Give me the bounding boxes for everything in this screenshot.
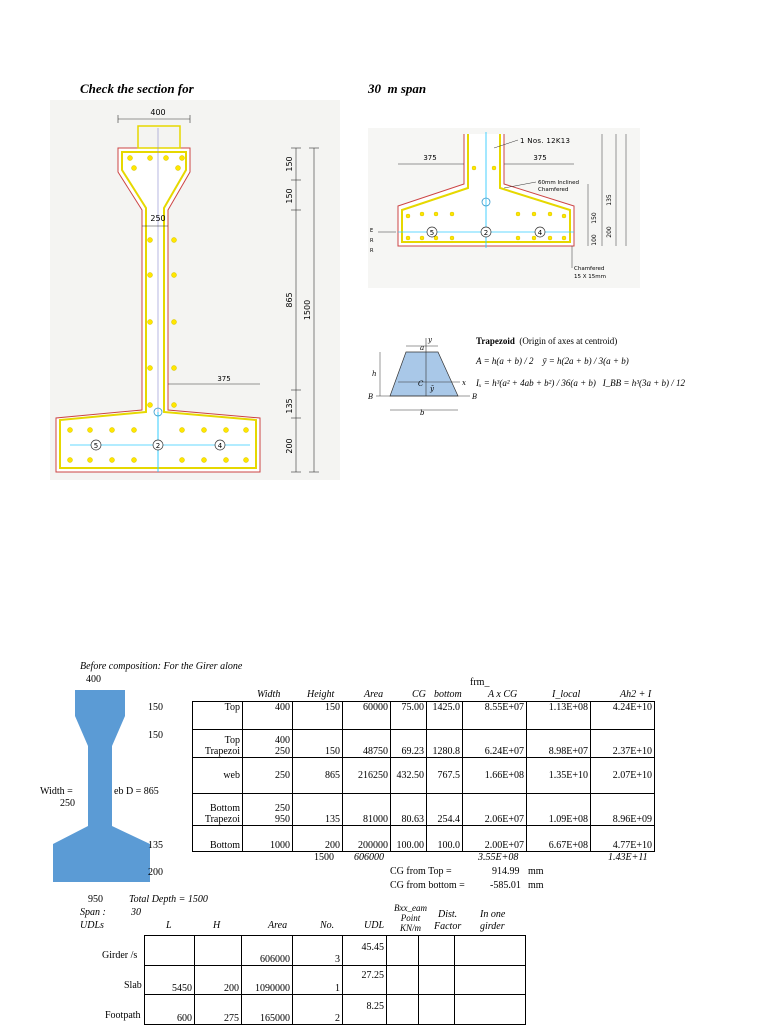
udl-cell-l: [145, 936, 195, 966]
dim-web-width: 250: [150, 214, 166, 223]
udl-cell-no: 3: [293, 936, 343, 966]
cell-area: 60000: [343, 702, 391, 730]
cell-bottom: 1425.0: [427, 702, 463, 730]
cell-axcg: 2.06E+07: [463, 794, 527, 826]
udl-cell-udl: 27.25: [343, 966, 387, 995]
cell-width: 250: [243, 758, 293, 794]
udl-cell-one: [455, 966, 526, 995]
total-area: 606000: [354, 852, 384, 863]
cell-area: 200000: [343, 826, 391, 852]
comp-dim-135: 135: [148, 840, 163, 851]
udl-row-girder: Girder /s: [102, 950, 138, 961]
hdr-bottom: bottom: [434, 689, 462, 700]
hdr-cg: CG: [412, 689, 426, 700]
cell-axcg: 8.55E+07: [463, 702, 527, 730]
dim-v-150b: 150: [285, 188, 294, 204]
cell-height: 865: [293, 758, 343, 794]
row-name-1: Bottom: [209, 803, 240, 814]
cg-bottom-value: -585.01: [490, 880, 521, 891]
cell-area: 81000: [343, 794, 391, 826]
cell-width-1: 400: [275, 735, 290, 746]
bottom-width: 950: [88, 894, 103, 905]
width-value: 250: [60, 798, 75, 809]
note-incline-2: Chamfered: [538, 187, 569, 193]
detail-bar-4: 4: [537, 229, 543, 237]
row-name: web: [193, 758, 243, 794]
dim-v-865: 865: [285, 292, 294, 308]
dim-top-width: 400: [150, 108, 166, 117]
cell-width-2: 950: [275, 814, 290, 825]
note-strand: 1 Nos. 12K13: [520, 137, 571, 145]
trap-label-c: C: [418, 380, 424, 388]
hdr-ilocal: I_local: [552, 689, 581, 700]
row-name-2: Trapezoi: [204, 746, 240, 757]
span-value-udl: 30: [131, 907, 141, 918]
dim-v-1500: 1500: [303, 299, 312, 321]
udl-hdr-l: L: [166, 920, 172, 931]
trap-label-b-left: B: [368, 393, 374, 401]
udl-hdr-no: No.: [320, 920, 335, 931]
cell-axcg: 2.00E+07: [463, 826, 527, 852]
cell-height: 150: [293, 730, 343, 758]
dim-v-200: 200: [285, 438, 294, 454]
cell-axcg: 1.66E+08: [463, 758, 527, 794]
cell-ah2: 4.24E+10: [591, 702, 655, 730]
udl-cell-h: 200: [195, 966, 242, 995]
cg-bottom-unit: mm: [528, 880, 544, 891]
udl-hdr-h: H: [213, 920, 221, 931]
formula-ybar: ȳ = h(2a + b) / 3(a + b): [542, 356, 629, 366]
udl-cell-h: [195, 936, 242, 966]
trap-label-y: y: [428, 336, 432, 344]
cell-bottom: 767.5: [427, 758, 463, 794]
udl-cell-area: 165000: [242, 995, 293, 1025]
udl-cell-no: 2: [293, 995, 343, 1025]
width-label: Width =: [40, 786, 73, 797]
cell-ilocal: 6.67E+08: [527, 826, 591, 852]
cell-width: 400: [243, 702, 293, 730]
total-depth: Total Depth = 1500: [129, 894, 208, 905]
udl-row-footpath: Footpath: [105, 1010, 141, 1021]
trapezoid-subtitle: (Origin of axes at centroid): [519, 336, 618, 346]
comp-dim-200: 200: [148, 867, 163, 878]
udl-title: UDLs: [80, 920, 104, 931]
detail-v135: 135: [606, 194, 613, 206]
flange-detail-svg: [368, 128, 640, 288]
cg-top-label: CG from Top =: [390, 866, 452, 877]
formula-ix: Iₓ = h³(a² + 4ab + b²) / 36(a + b): [476, 378, 596, 388]
udl-cell-dist: [419, 995, 455, 1025]
cell-bottom: 1280.8: [427, 730, 463, 758]
hdr-axcg: A x CG: [488, 689, 518, 700]
cell-area: 216250: [343, 758, 391, 794]
cell-height: 150: [293, 702, 343, 730]
udl-cell-point: [387, 936, 419, 966]
hdr-area: Area: [364, 689, 384, 700]
span-unit: m span: [387, 81, 427, 96]
cell-width-1: 250: [275, 803, 290, 814]
udl-hdr-point-label: Point: [400, 913, 421, 923]
udl-cell-area: 1090000: [242, 966, 293, 995]
row-name: Top: [193, 702, 243, 730]
cell-width: [243, 794, 293, 826]
cell-ah2: 2.07E+10: [591, 758, 655, 794]
cg-top-value: 914.99: [492, 866, 520, 877]
cg-top-unit: mm: [528, 866, 544, 877]
span-label: Span :: [80, 907, 106, 918]
cell-ah2: 2.37E+10: [591, 730, 655, 758]
hdr-width: Width: [257, 689, 281, 700]
total-ah2: 1.43E+11: [608, 852, 648, 863]
dim-flange-half: 375: [217, 375, 231, 383]
cell-ilocal: 1.35E+10: [527, 758, 591, 794]
cell-axcg: 6.24E+07: [463, 730, 527, 758]
trap-label-ybar: ȳ: [430, 385, 434, 393]
girder-blue-shape: [50, 686, 150, 884]
comp-top-width: 400: [86, 674, 101, 685]
bar-label-5: 5: [93, 442, 99, 450]
udl-cell-l: 600: [145, 995, 195, 1025]
frm-label: frm_: [470, 677, 490, 688]
table-row: [145, 966, 526, 995]
udl-table: [144, 935, 526, 1025]
cell-cg: 100.00: [391, 826, 427, 852]
udl-hdr-dist-1: Dist.: [438, 909, 458, 920]
cell-ah2: 4.77E+10: [591, 826, 655, 852]
table-row: [145, 936, 526, 966]
cell-height: 135: [293, 794, 343, 826]
udl-cell-one: [455, 995, 526, 1025]
hdr-ah2: Ah2 + I: [620, 689, 652, 700]
cell-ilocal: 1.09E+08: [527, 794, 591, 826]
side-letter-2: R: [370, 238, 374, 244]
cell-area: 48750: [343, 730, 391, 758]
note-chamfer-2: 15 X 15mm: [574, 274, 606, 280]
table-row: [193, 758, 655, 794]
composition-title: Before composition: For the Girer alone: [80, 661, 243, 672]
trapezoid-svg: [368, 336, 480, 416]
table-row: [145, 995, 526, 1025]
cell-cg: 80.63: [391, 794, 427, 826]
note-chamfer: Chamfered: [574, 266, 605, 272]
formula-ibb: I_BB = h³(3a + b) / 12: [602, 378, 686, 388]
trap-label-x: x: [462, 379, 466, 387]
row-name-2: Trapezoi: [204, 814, 240, 825]
girder-section-drawing: [50, 100, 340, 480]
udl-cell-dist: [419, 936, 455, 966]
comp-dim-150a: 150: [148, 702, 163, 713]
cell-cg: 69.23: [391, 730, 427, 758]
detail-dim-left: 375: [423, 154, 437, 162]
trap-label-b-right: B: [472, 393, 478, 401]
section-table: [192, 701, 655, 852]
detail-v200: 200: [606, 226, 613, 238]
cg-bottom-label: CG from bottom =: [390, 880, 465, 891]
udl-cell-dist: [419, 966, 455, 995]
total-axcg: 3.55E+08: [478, 852, 519, 863]
detail-dim-right: 375: [533, 154, 547, 162]
row-name: Bottom: [193, 826, 243, 852]
table-row: [193, 826, 655, 852]
trapezoid-sketch: [368, 336, 480, 416]
cell-cg: 432.50: [391, 758, 427, 794]
udl-hdr-one-2: girder: [480, 921, 505, 932]
dim-v-150a: 150: [285, 156, 294, 172]
bar-label-4: 4: [217, 442, 223, 450]
udl-cell-point: [387, 995, 419, 1025]
udl-hdr-one: [480, 909, 505, 933]
udl-hdr-dist: [434, 909, 461, 933]
udl-cell-udl: 8.25: [343, 995, 387, 1025]
bar-label-2: 2: [155, 442, 161, 450]
udl-cell-l: 5450: [145, 966, 195, 995]
udl-cell-point: [387, 966, 419, 995]
side-letter-3: R: [370, 248, 374, 254]
udl-cell-one: [455, 936, 526, 966]
cell-bottom: 100.0: [427, 826, 463, 852]
table-row: [193, 730, 655, 758]
cell-ilocal: 8.98E+07: [527, 730, 591, 758]
udl-cell-area: 606000: [242, 936, 293, 966]
cell-ah2: 8.96E+09: [591, 794, 655, 826]
heading-title: Check the section for: [80, 81, 194, 96]
formula-area: A = h(a + b) / 2: [476, 356, 534, 366]
udl-hdr-point-unit: KN/m: [399, 923, 421, 933]
udl-row-slab: Slab: [124, 980, 142, 991]
comp-dim-150b: 150: [148, 730, 163, 741]
table-row: [193, 794, 655, 826]
udl-hdr-area: Area: [268, 920, 288, 931]
row-name-1: Top: [224, 735, 240, 746]
udl-hdr-one-1: In one: [480, 909, 506, 920]
detail-bar-5: 5: [429, 229, 435, 237]
udl-hdr-dist-2: Factor: [434, 921, 462, 932]
cell-cg: 75.00: [391, 702, 427, 730]
hdr-height: Height: [307, 689, 335, 700]
cell-width: [243, 730, 293, 758]
span-value: 30: [368, 81, 381, 96]
web-depth-label: eb D = 865: [114, 786, 159, 797]
udl-cell-udl: 45.45: [343, 936, 387, 966]
trap-label-h: h: [372, 370, 377, 378]
trap-label-a: a: [420, 344, 425, 352]
total-height: 1500: [314, 852, 334, 863]
row-name: [193, 730, 243, 758]
detail-v150: 150: [591, 212, 598, 224]
note-incline: 60mm Inclined: [538, 180, 580, 186]
detail-bar-2: 2: [483, 229, 489, 237]
udl-cell-no: 1: [293, 966, 343, 995]
udl-cell-h: 275: [195, 995, 242, 1025]
row-name: [193, 794, 243, 826]
flange-detail-drawing: [368, 128, 640, 288]
udl-hdr-point: [394, 903, 427, 933]
dim-v-135: 135: [285, 398, 294, 414]
trapezoid-formulas: [476, 336, 685, 388]
cell-height: 200: [293, 826, 343, 852]
cell-ilocal: 1.13E+08: [527, 702, 591, 730]
trapezoid-title: Trapezoid: [476, 336, 515, 346]
girder-section-svg: [50, 100, 340, 480]
side-letter-1: E: [370, 228, 374, 234]
cell-bottom: 254.4: [427, 794, 463, 826]
udl-hdr-point-top: Bxx_eam: [394, 903, 427, 913]
detail-v100: 100: [591, 234, 598, 246]
cell-width-2: 250: [275, 746, 290, 757]
trap-label-b: b: [420, 409, 425, 416]
udl-hdr-udl: UDL: [364, 920, 385, 931]
heading-span: [368, 81, 426, 97]
cell-width: 1000: [243, 826, 293, 852]
table-row: [193, 702, 655, 730]
